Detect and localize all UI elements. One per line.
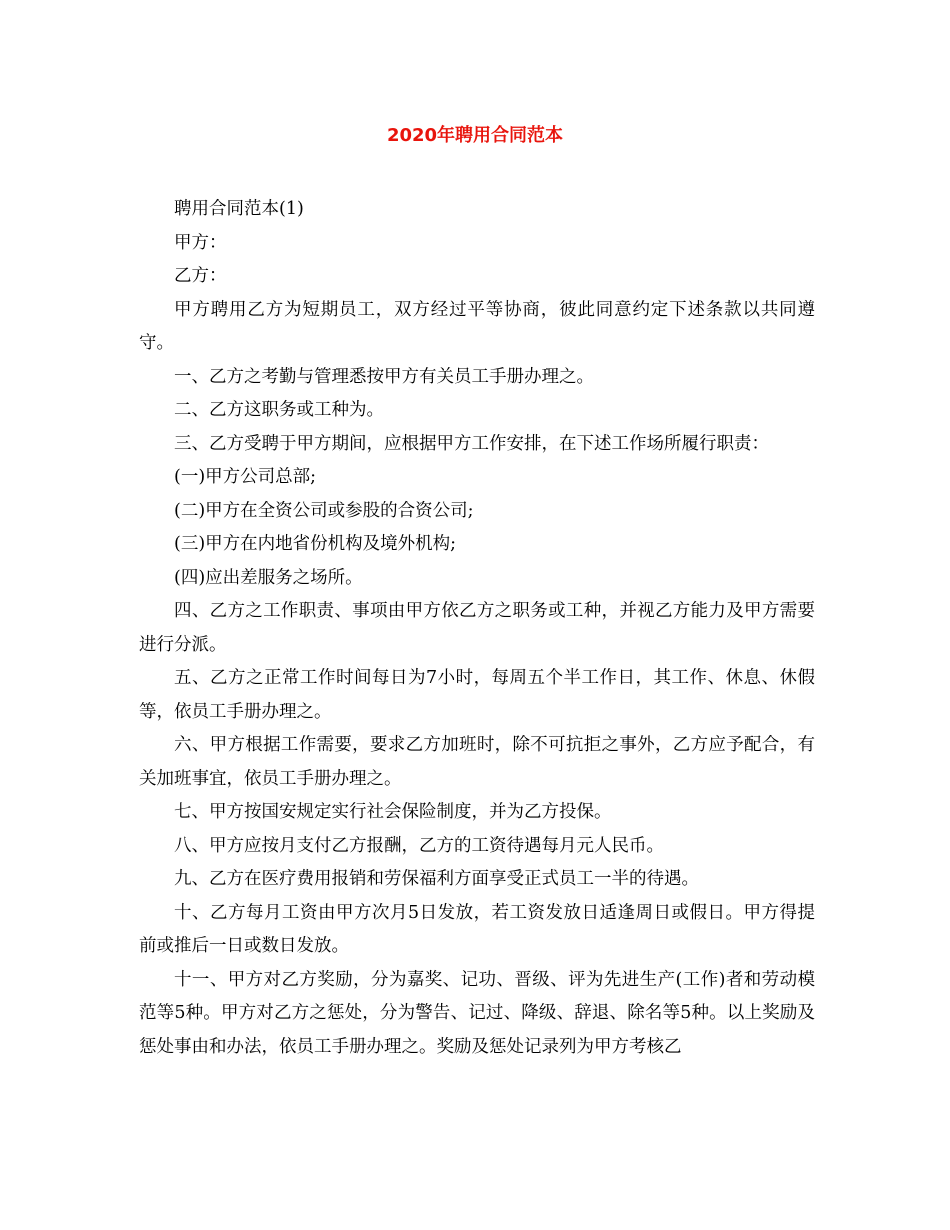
paragraph-clause-9: 九、乙方在医疗费用报销和劳保福利方面享受正式员工一半的待遇。 [174, 869, 699, 889]
paragraph-contract-heading: 聘用合同范本(1) [174, 199, 304, 219]
paragraph-clause-3-item-2: (二)甲方在全资公司或参股的合资公司; [174, 500, 474, 521]
paragraph-clause-7: 七、甲方按国安规定实行社会保险制度，并为乙方投保。 [174, 802, 612, 822]
paragraph-clause-8: 八、甲方应按月支付乙方报酬，乙方的工资待遇每月元人民币。 [174, 835, 664, 856]
paragraph-clause-3-item-4: (四)应出差服务之场所。 [174, 567, 363, 588]
paragraph-party-a: 甲方： [174, 232, 227, 253]
paragraph-clause-6: 六、甲方根据工作需要，要求乙方加班时，除不可抗拒之事外，乙方应予配合，有关加班事宜，依员工手册办理之。 [139, 735, 815, 789]
paragraph-preamble: 甲方聘用乙方为短期员工，双方经过平等协商，彼此同意约定下述条款以共同遵守。 [139, 299, 815, 353]
paragraph-clause-4: 四、乙方之工作职责、事项由甲方依乙方之职务或工种，并视乙方能力及甲方需要进行分派。 [139, 601, 815, 655]
document-title: 2020年聘用合同范本 [386, 125, 564, 146]
paragraph-clause-1: 一、乙方之考勤与管理悉按甲方有关员工手册办理之。 [174, 366, 594, 387]
paragraph-clause-5: 五、乙方之正常工作时间每日为7小时，每周五个半工作日，其工作、休息、休假等，依员工手册办理之。 [139, 668, 815, 722]
document-body [139, 193, 815, 1064]
paragraph-party-b: 乙方： [174, 266, 227, 286]
paragraph-clause-10: 十、乙方每月工资由甲方次月5日发放，若工资发放日适逢周日或假日。甲方得提前或推后一日或数日发放。 [139, 902, 815, 956]
paragraph-clause-11: 十一、甲方对乙方奖励，分为嘉奖、记功、晋级、评为先进生产(工作)者和劳动模范等5种。甲方对乙方之惩处，分为警告、记过、降级、辞退、除名等5种。以上奖励及惩处事由和办法，依员工手册办理之。奖励及惩处记录列为甲方考核乙 [139, 969, 815, 1057]
paragraph-clause-3-item-3: (三)甲方在内地省份机构及境外机构; [174, 534, 457, 554]
paragraph-clause-2: 二、乙方这职务或工种为。 [174, 400, 384, 420]
paragraph-clause-3-item-1: (一)甲方公司总部; [174, 467, 317, 487]
paragraph-clause-3: 三、乙方受聘于甲方期间，应根据甲方工作安排，在下述工作场所履行职责： [174, 433, 769, 454]
